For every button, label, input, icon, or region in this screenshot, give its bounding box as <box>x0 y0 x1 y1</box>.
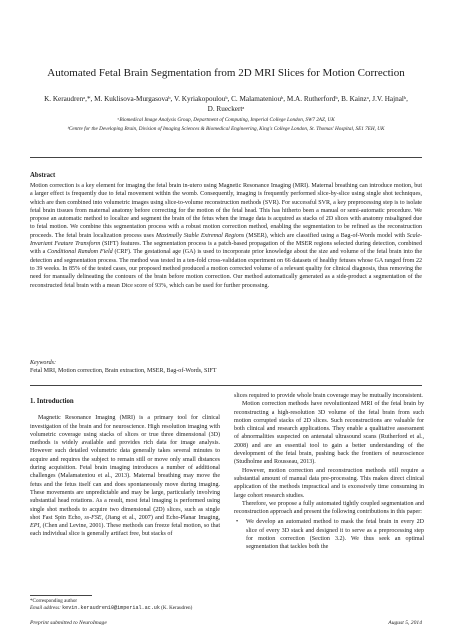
left-column <box>30 398 220 539</box>
footer-date: August 5, 2014 <box>388 620 422 626</box>
footnote-corresponding: *Corresponding author <box>30 598 78 604</box>
paper-title: Automated Fetal Brain Segmentation from 2D MRI Slices for Motion Correction <box>47 67 405 79</box>
right-column <box>234 392 424 552</box>
abstract-text: Motion correction is a key element for imaging the fetal brain in-utero using Magnetic Resonance Imaging (MRI). Maternal breathing can introduce motion, but a larger effect is frequently due to fetal movement within the womb. Consequently, imaging is frequently performed slice-by-slice using single shot techniques, which are then combined into volumetric images using slice-to-volume reconstruction methods (SVR). For successful SVR, a key preprocessing step is to isolate fetal brain tissues from maternal anatomy before correcting for the motion of the fetal head. This has hitherto been a manual or semi-automatic procedure. We propose an automatic method to localize and segment the brain of the fetus when the image data is acquired as stacks of 2D slices with anatomy misaligned due to fetal motion. We combine this segmentation process with a robust motion correction method, enabling the segmentation to be refined as the reconstruction proceeds. The fetal brain localization process uses Maximally Stable Extremal Regions (MSER), which are classified using a Bag-of-Words model with Scale-Invariant Feature Transform (SIFT) features. The segmentation process is a patch-based propagation of the MSER regions selected during detection, combined with a Conditional Random Field (CRF). The gestational age (GA) is used to incorporate prior knowledge about the size and volume of the fetal brain into the detection and segmentation process. The method was tested in a ten-fold cross-validation experiment on 66 datasets of healthy fetuses whose GA ranged from 22 to 39 weeks. In 85% of the tested cases, our proposed method produced a motion corrected volume of a relevant quality for clinical diagnosis, thus removing the need for manually delineating the contours of the brain before motion correction. Our method automatically generated as a side-product a segmentation of the reconstructed fetal brain with a mean Dice score of 93%, which can be used for further processing. <box>30 183 423 289</box>
affiliation-a: ᵃBiomedical Image Analysis Group, Department of Computing, Imperial College London, SW7 2AZ, UK <box>117 117 335 123</box>
keywords-heading: Keywords: <box>30 360 56 366</box>
affiliation-b: ᵇCentre for the Developing Brain, Division of Imaging Sciences & Biomedical Engineering, King's College London, St. Thomas' Hospital, SE1 7EH, UK <box>67 125 385 132</box>
contribution-text: We develop an automated method to mask the fetal brain in every 2D slice of every 3D stack and designed it to serve as a preprocessing step for motion correction (Section 3.2). We thus seek an optimal segmentation that tackles both the <box>246 519 424 551</box>
list-item <box>234 518 424 551</box>
intro-paragraph-2: Motion correction methods have revolutionized MRI of the fetal brain by reconstructing a high-resolution 3D volume of the fetal brain from such motion corrupted stacks of 2D slices. Such reconstructions are valuable for both clinical and research applications. They enable a qualitative assessment of abnormalities suspected on antenatal ultrasound scans (Rutherford et al., 2008) and are an essential tool to gain a better understanding of the development of the fetal brain, pushing back the frontiers of neuroscience (Studholme and Rousseau, 2013). <box>234 401 424 466</box>
section-heading-introduction: 1. Introduction <box>30 398 74 405</box>
intro-paragraph-continued: slices required to provide whole brain coverage may be mutually inconsistent. <box>234 393 423 399</box>
abstract-heading: Abstract <box>30 172 56 179</box>
intro-paragraph-1: Magnetic Resonance Imaging (MRI) is a primary tool for clinical investigation of the brain and for neuroscience. High resolution imaging with volumetric coverage using stacks of slices or true three dimensional (3D) methods is widely available and provides rich data for image analysis. However such detailed volumetric data generally takes several minutes to acquire and requires the subject to remain still or move only small distances during acquisition. Fetal brain imaging introduces a number of additional challenges (Malamateniou et al., 2013). Maternal breathing may move the fetus and the fetus itself can and does spontaneously move during imaging. These movements are unpredictable and may be large, particularly involving substantial head rotations. As a result, most fetal imaging is performed using single shot methods to acquire two dimensional (2D) slices, such as single shot Fast Spin Echo, ss-FSE, (Jiang et al., 2007) and Echo-Planar Imaging, EPI, (Chen and Levine, 2001). These methods can freeze fetal motion, so that each individual slice is generally artifact free, but stacks of <box>30 415 221 538</box>
email-link[interactable]: kevin.keraudren10@imperial.ac.uk <box>62 605 160 612</box>
footer-journal: Preprint submitted to NeuroImage <box>30 620 107 626</box>
intro-paragraph-3: However, motion correction and reconstruction methods still require a substantial amount of manual data pre-processing. This makes direct clinical application of the methods impractical and is excessively time consuming in large cohort research studies. <box>234 467 424 499</box>
abstract-bottom-rule <box>30 385 422 386</box>
footnote-email-line: Email address: kevin.keraudren10@imperial.ac.uk (K. Keraudren) <box>30 605 193 612</box>
intro-paragraph-4: Therefore, we propose a fully automated tightly coupled segmentation and reconstruction approach and present the following contributions in this paper: <box>234 500 424 516</box>
footnote-rule <box>30 595 92 596</box>
abstract-top-rule <box>30 157 422 158</box>
author-line-2: D. Rueckertᵃ <box>207 105 245 113</box>
author-list <box>24 94 428 114</box>
bullet-icon: • <box>236 519 239 526</box>
footnote <box>30 598 230 613</box>
author-line-1: K. Keraudrenᵃ,*, M. Kuklisova-Murgasovaᵇ, V. Kyriakopoulouᵇ, C. Malamateniouᵇ, M.A. Rutherfordᵇ, B. Kainzᵃ, J.V. Hajnalᵇ, <box>44 95 408 103</box>
contributions-list <box>234 518 424 551</box>
keywords-list: Fetal MRI, Motion correction, Brain extraction, MSER, Bag-of-Words, SIFT <box>30 368 217 374</box>
affiliations <box>20 116 432 133</box>
